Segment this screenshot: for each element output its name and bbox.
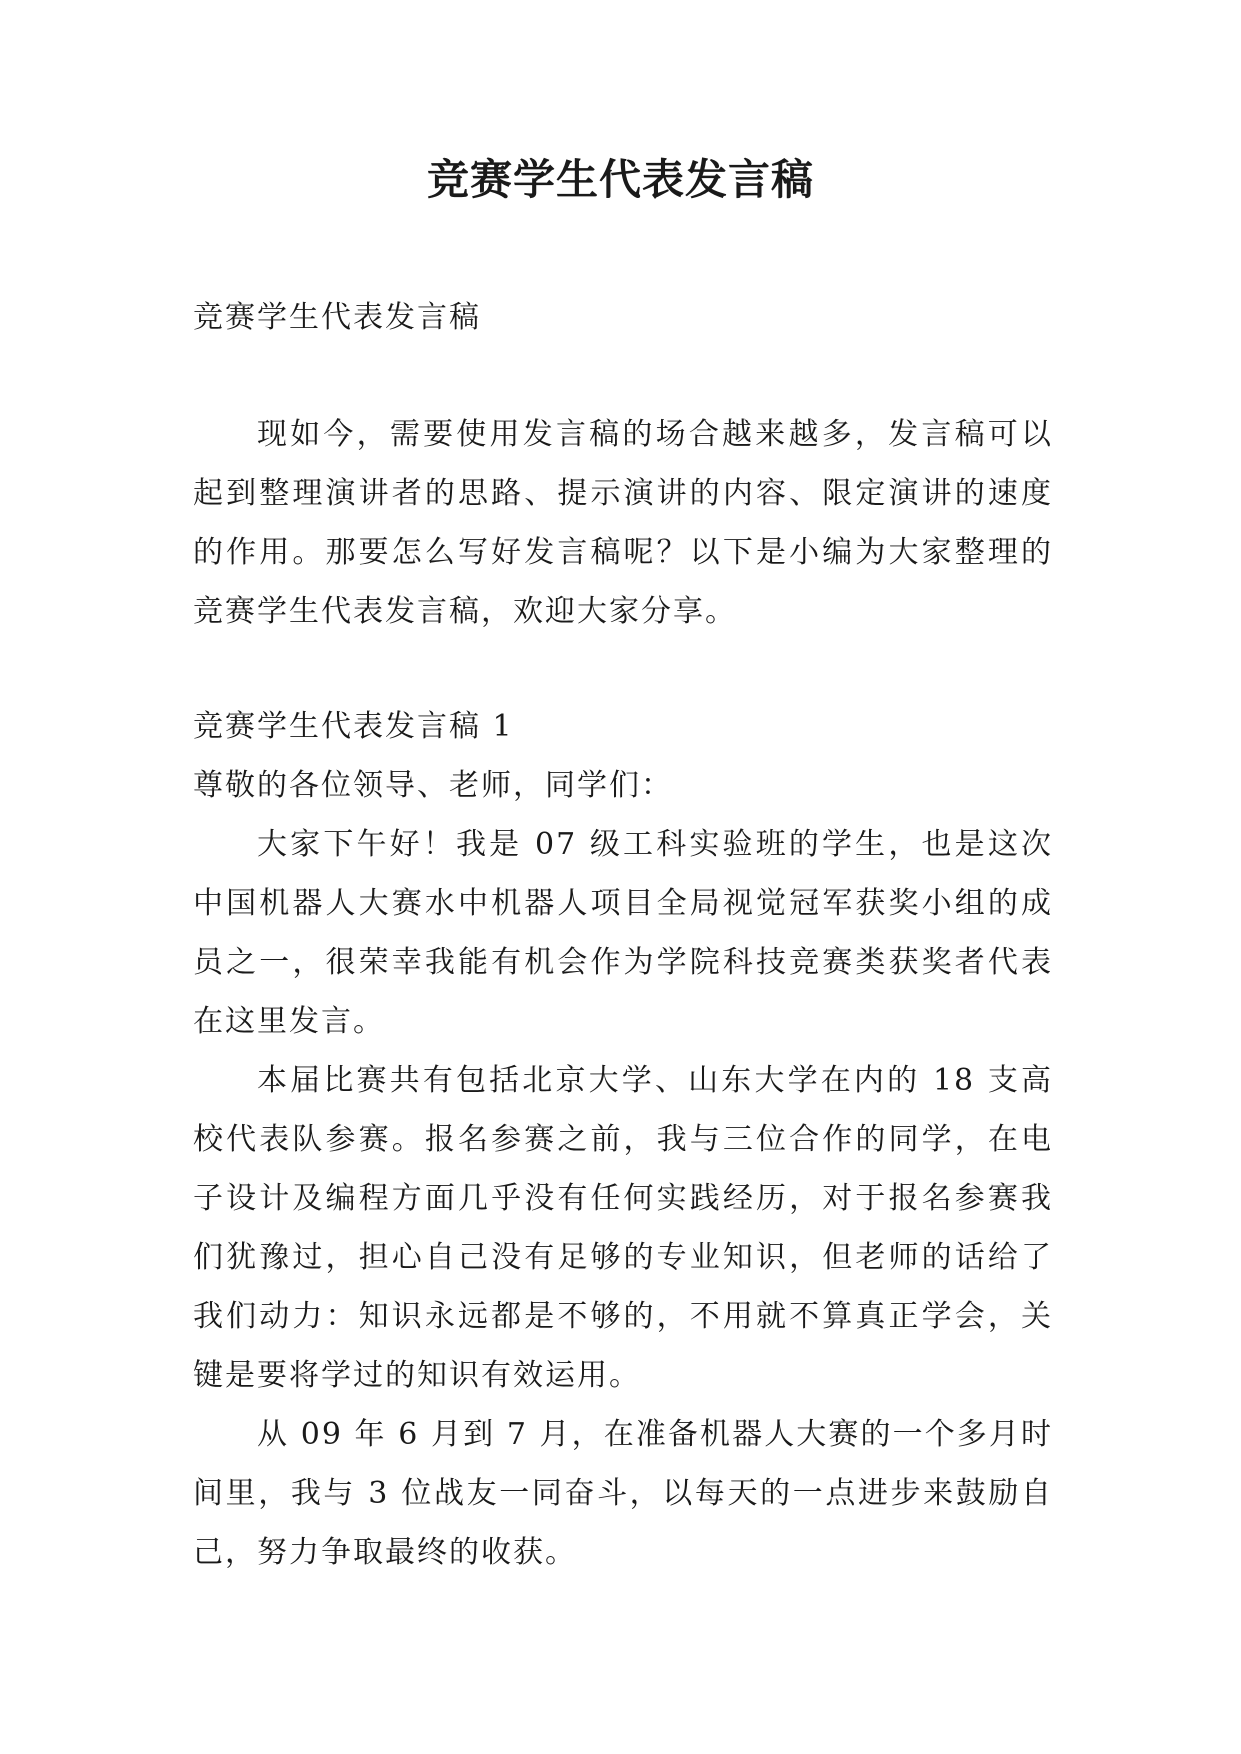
body-paragraph: 从 09 年 6 月到 7 月，在准备机器人大赛的一个多月时间里，我与 3 位战友一同奋斗，以每天的一点进步来鼓励自己，努力争取最终的收获。 bbox=[193, 1417, 1053, 1570]
salutation: 尊敬的各位领导、老师，同学们： bbox=[193, 768, 673, 803]
body-paragraph: 大家下午好！我是 07 级工科实验班的学生，也是这次中国机器人大赛水中机器人项目全局视觉冠军获奖小组的成员之一，很荣幸我能有机会作为学院科技竞赛类获奖者代表在这里发言。 bbox=[193, 827, 1053, 1039]
document-subtitle: 竞赛学生代表发言稿 bbox=[193, 300, 481, 335]
document-title: 竞赛学生代表发言稿 bbox=[426, 155, 814, 204]
body-paragraph: 本届比赛共有包括北京大学、山东大学在内的 18 支高校代表队参赛。报名参赛之前，我与三位合作的同学，在电子设计及编程方面几乎没有任何实践经历，对于报名参赛我们犹豫过，担心自己没有足够的专业知识，但老师的话给了我们动力：知识永远都是不够的，不用就不算真正学会，关键是要将学过的知识有效运用。 bbox=[193, 1063, 1053, 1393]
document-body bbox=[193, 288, 1053, 1582]
section-heading: 竞赛学生代表发言稿 1 bbox=[193, 709, 514, 744]
intro-paragraph: 现如今，需要使用发言稿的场合越来越多，发言稿可以起到整理演讲者的思路、提示演讲的内容、限定演讲的速度的作用。那要怎么写好发言稿呢？以下是小编为大家整理的竞赛学生代表发言稿，欢迎大家分享。 bbox=[193, 417, 1053, 629]
